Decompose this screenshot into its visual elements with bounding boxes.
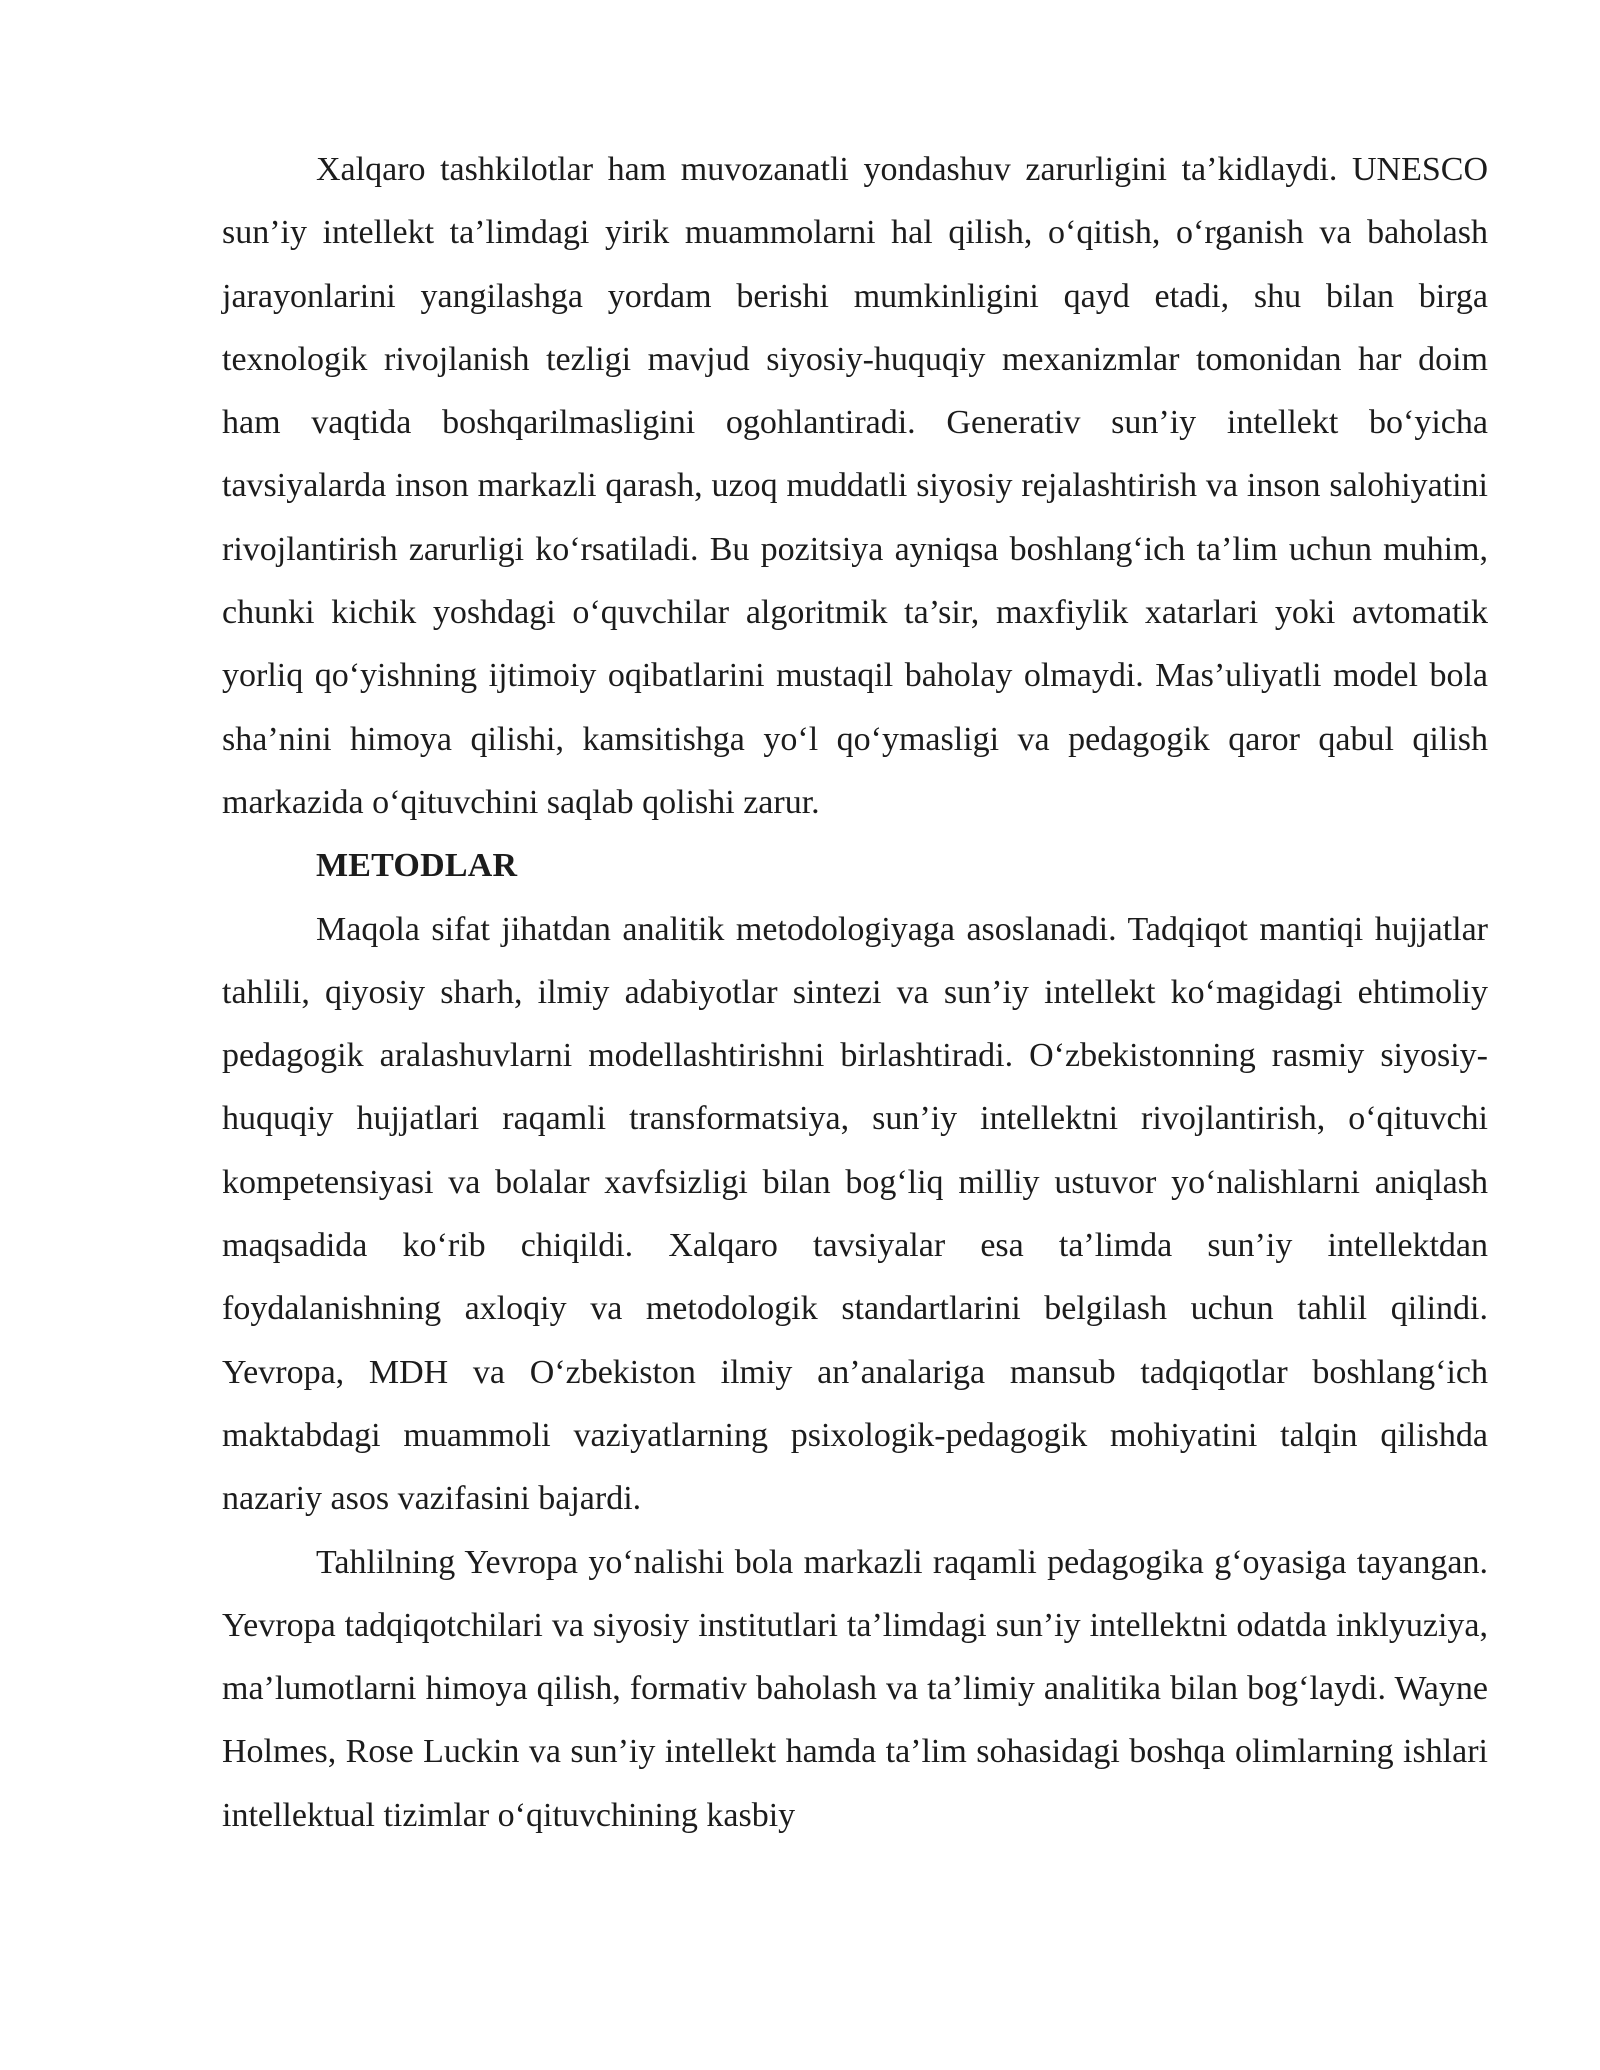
paragraph-european-analysis: Tahlilning Yevropa yo‘nalishi bola markazli raqamli pedagogika g‘oyasiga tayangan. Yevropa tadqiqotchilari va siyosiy institutlari ta’limdagi sun’iy intellektni odatda inklyuziya, ma’lumotlarni himoya qilish, formativ baholash va ta’limiy analitika bilan bog‘laydi. Wayne Holmes, Rose Luckin va sun’iy intellekt hamda ta’lim sohasidagi boshqa olimlarning ishlari intellektual tizimlar o‘qituvchining kasbiy [222,1543,1488,1834]
paragraph-methods: Maqola sifat jihatdan analitik metodologiyaga asoslanadi. Tadqiqot mantiqi hujjatlar tahlili, qiyosiy sharh, ilmiy adabiyotlar sintezi va sun’iy intellekt ko‘magidagi ehtimoliy pedagogik aralashuvlarni modellashtirishni birlashtiradi. O‘zbekistonning rasmiy siyosiy-huquqiy hujjatlari raqamli transformatsiya, sun’iy intellektni rivojlantirish, o‘qituvchi kompetensiyasi va bolalar xavfsizligi bilan bog‘liq milliy ustuvor yo‘nalishlarni aniqlash maqsadida ko‘rib chiqildi. Xalqaro tavsiyalar esa ta’limda sun’iy intellektdan foydalanishning axloqiy va metodologik standartlarini belgilash uchun tahlil qilindi. Yevropa, MDH va O‘zbekiston ilmiy an’analariga mansub tadqiqotlar boshlang‘ich maktabdagi muammoli vaziyatlarning psixologik-pedagogik mohiyatini talqin qilishda nazariy asos vazifasini bajardi. [222,910,1488,1518]
paragraph-intro: Xalqaro tashkilotlar ham muvozanatli yondashuv zarurligini ta’kidlaydi. UNESCO sun’iy intellekt ta’limdagi yirik muammolarni hal qilish, o‘qitish, o‘rganish va baholash jarayonlarini yangilashga yordam berishi mumkinligini qayd etadi, shu bilan birga texnologik rivojlanish tezligi mavjud siyosiy-huquqiy mexanizmlar tomonidan har doim ham vaqtida boshqarilmasligini ogohlantiradi. Generativ sun’iy intellekt bo‘yicha tavsiyalarda inson markazli qarash, uzoq muddatli siyosiy rejalashtirish va inson salohiyatini rivojlantirish zarurligi ko‘rsatiladi. Bu pozitsiya ayniqsa boshlang‘ich ta’lim uchun muhim, chunki kichik yoshdagi o‘quvchilar algoritmik ta’sir, maxfiylik xatarlari yoki avtomatik yorliq qo‘yishning ijtimoiy oqibatlarini mustaqil baholay olmaydi. Mas’uliyatli model bola sha’nini himoya qilishi, kamsitishga yo‘l qo‘ymasligi va pedagogik qaror qabul qilish markazida o‘qituvchini saqlab qolishi zarur. [222,151,1488,821]
section-heading-metodlar: METODLAR [316,847,518,885]
document-page [222,138,1488,1847]
